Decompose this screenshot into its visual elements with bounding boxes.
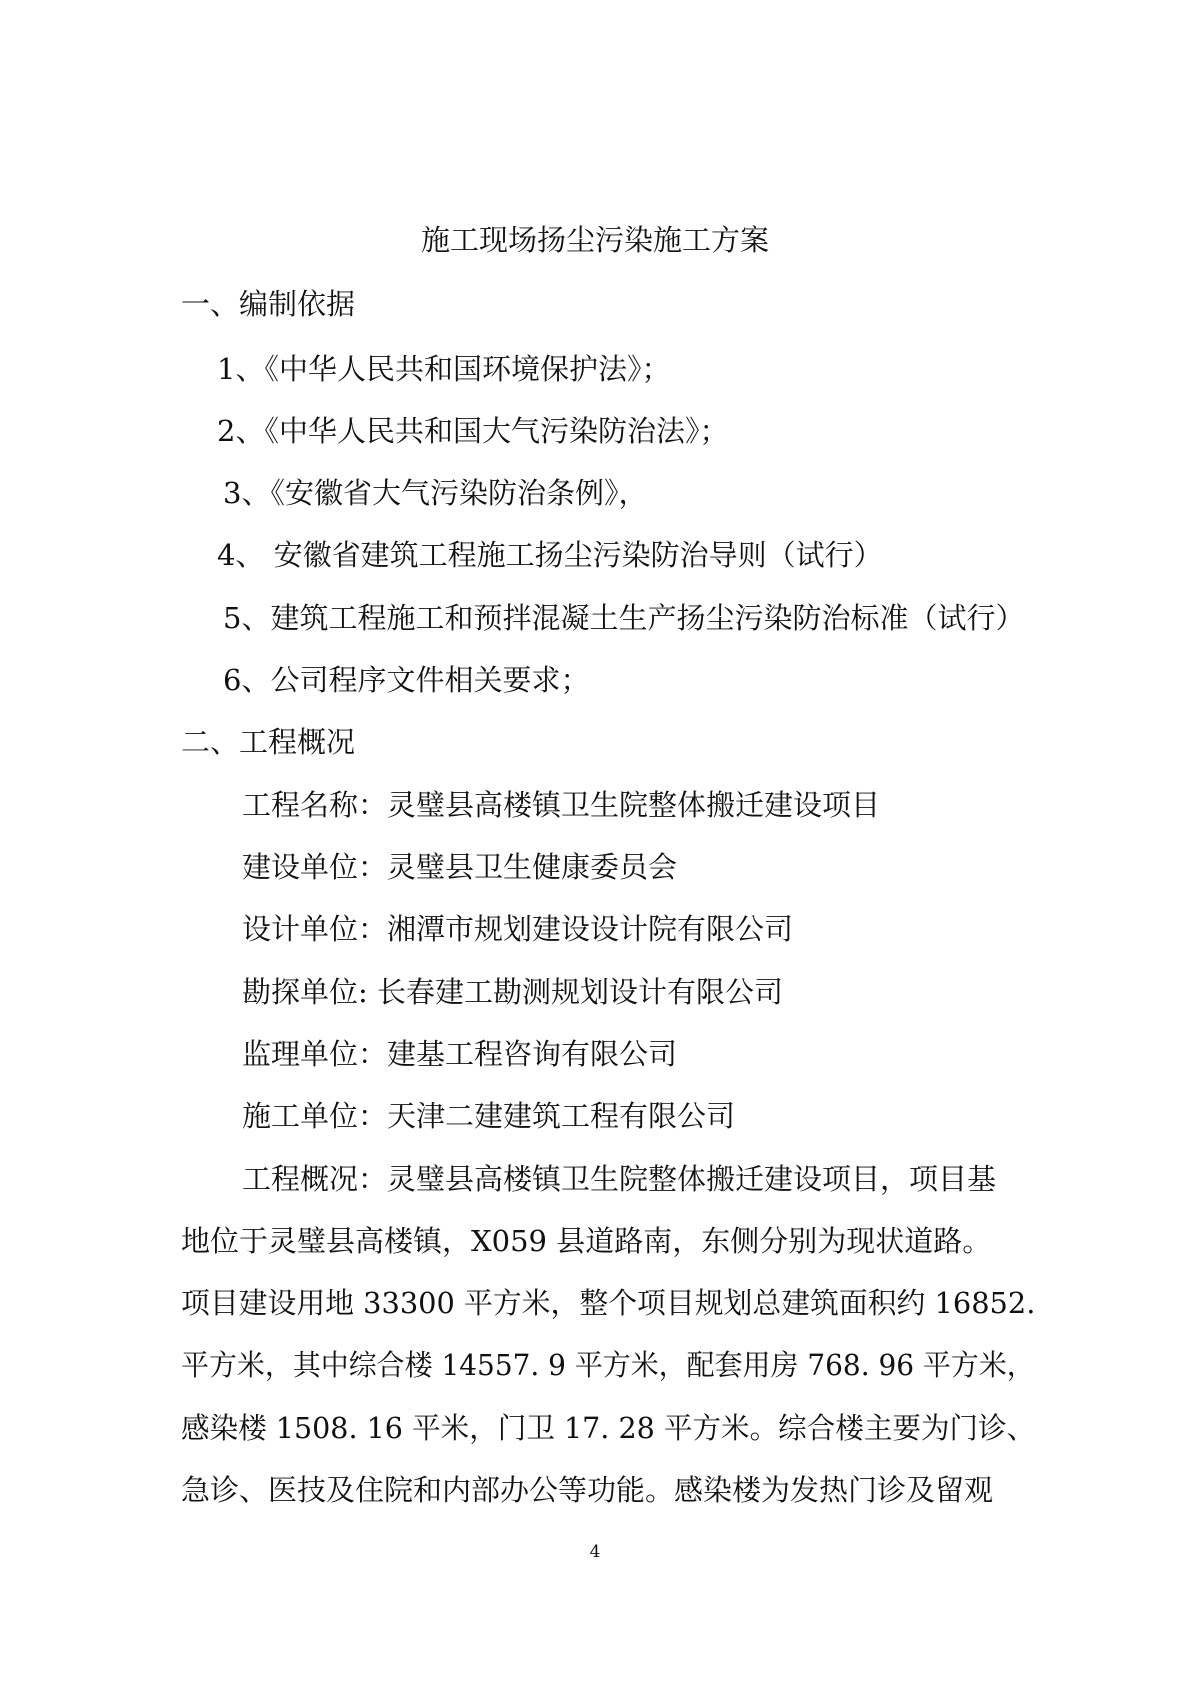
- reference-item-3: 3、《安徽省大气污染防治条例》，: [223, 476, 648, 510]
- contractor-field: 施工单位：天津二建建筑工程有限公司: [242, 1099, 736, 1133]
- overview-line-2: 地位于灵璧县高楼镇，X059 县道路南，东侧分别为现状道路。: [181, 1224, 992, 1258]
- reference-item-1: 1、《中华人民共和国环境保护法》；: [217, 352, 671, 386]
- supervision-unit-field: 监理单位：建基工程咨询有限公司: [242, 1037, 678, 1071]
- reference-item-5: 5、建筑工程施工和预拌混凝土生产扬尘污染防治标准（试行）: [223, 601, 1025, 635]
- construction-unit-field: 建设单位：灵璧县卫生健康委员会: [242, 850, 678, 884]
- overview-line-6: 急诊、医技及住院和内部办公等功能。感染楼为发热门诊及留观: [181, 1473, 994, 1507]
- overview-line-5: 感染楼 1508. 16 平米，门卫 17. 28 平方米。综合楼主要为门诊、: [181, 1411, 1036, 1445]
- overview-line-4: 平方米，其中综合楼 14557. 9 平方米，配套用房 768. 96 平方米，: [181, 1348, 1035, 1382]
- overview-line-1: 工程概况：灵璧县高楼镇卫生院整体搬迁建设项目，项目基: [242, 1162, 997, 1196]
- section2-heading: 二、工程概况: [181, 725, 356, 759]
- overview-line-3: 项目建设用地 33300 平方米，整个项目规划总建筑面积约 16852.: [181, 1286, 1036, 1320]
- document-title: 施工现场扬尘污染施工方案: [420, 223, 769, 257]
- reference-item-4: 4、 安徽省建筑工程施工扬尘污染防治导则（试行）: [217, 538, 883, 572]
- survey-unit-field: 勘探单位: 长春建工勘测规划设计有限公司: [242, 975, 783, 1009]
- section1-heading: 一、编制依据: [181, 287, 356, 321]
- reference-item-2: 2、《中华人民共和国大气污染防治法》；: [217, 414, 729, 448]
- page-number: 4: [589, 1542, 601, 1562]
- reference-item-6: 6、公司程序文件相关要求；: [223, 663, 590, 697]
- design-unit-field: 设计单位：湘潭市规划建设设计院有限公司: [242, 912, 794, 946]
- project-name-field: 工程名称：灵璧县高楼镇卫生院整体搬迁建设项目: [242, 788, 881, 822]
